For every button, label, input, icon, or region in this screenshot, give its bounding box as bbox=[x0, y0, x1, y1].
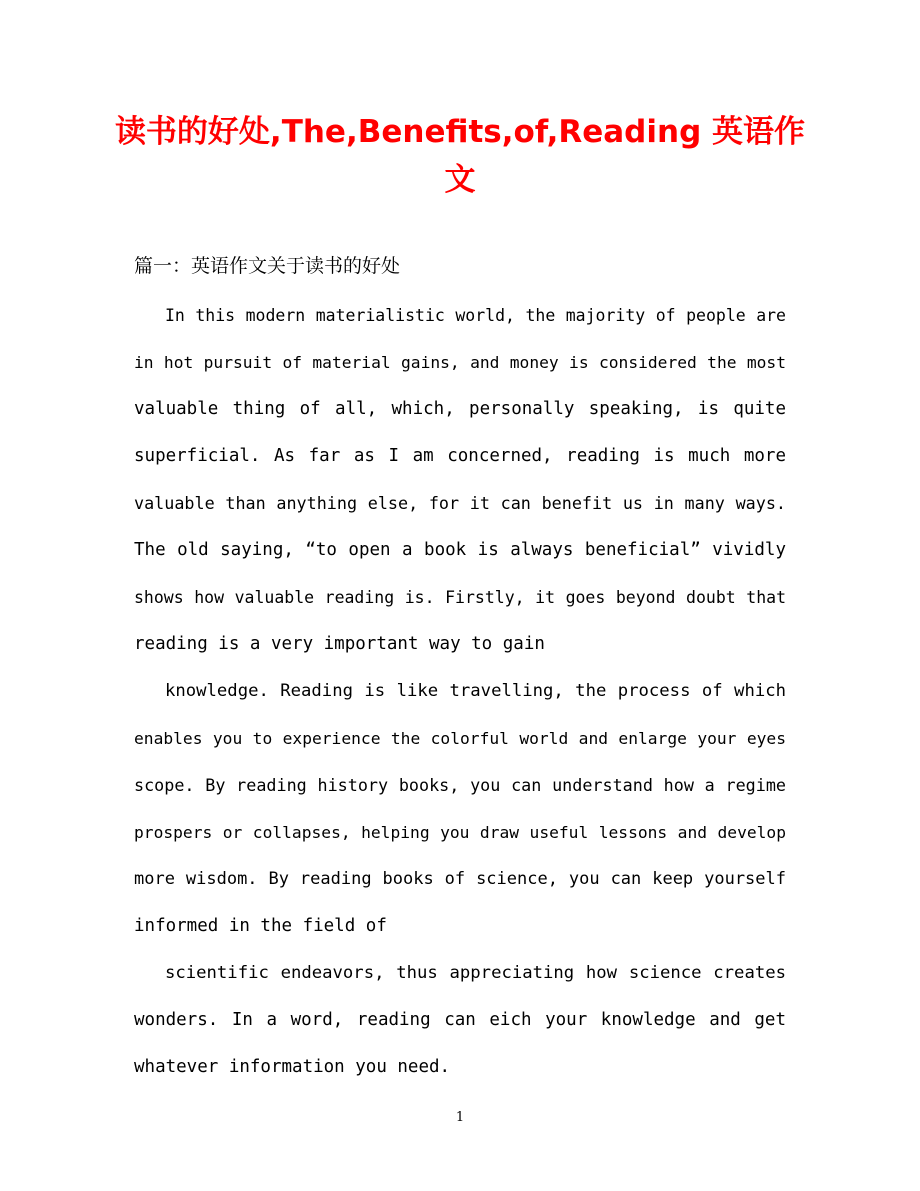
text-line: wonders. In a word, reading can eich your knowledge and get bbox=[134, 1010, 786, 1030]
text-line: more wisdom. By reading books of science, you can keep yourself bbox=[134, 869, 786, 889]
text-line: superficial. As far as I am concerned, reading is much more bbox=[134, 446, 786, 466]
text-line: reading is a very important way to gain bbox=[134, 634, 545, 654]
page-number: 1 bbox=[455, 1110, 465, 1125]
text-line: valuable than anything else, for it can benefit us in many ways. bbox=[134, 493, 786, 513]
text-line: knowledge. Reading is like travelling, the process of which bbox=[165, 681, 786, 701]
text-line: The old saying, “to open a book is always beneficial” vividly bbox=[134, 540, 786, 560]
section-heading: 篇一：英语作文关于读书的好处 bbox=[134, 255, 401, 277]
text-line: enables you to experience the colorful world and enlarge your eyes bbox=[134, 729, 786, 748]
text-line: scope. By reading history books, you can understand how a regime bbox=[134, 775, 786, 795]
body-text bbox=[134, 292, 786, 1091]
text-line: In this modern materialistic world, the majority of people are bbox=[165, 306, 786, 325]
document-title: 读书的好处,The,Benefits,of,Reading 英语作文 bbox=[114, 114, 806, 198]
text-line: in hot pursuit of material gains, and money is considered the most bbox=[134, 353, 786, 372]
text-line: valuable thing of all, which, personally speaking, is quite bbox=[134, 399, 786, 419]
text-line: prospers or collapses, helping you draw useful lessons and develop bbox=[134, 823, 786, 842]
text-line: shows how valuable reading is. Firstly, it goes beyond doubt that bbox=[134, 588, 786, 607]
text-line: informed in the field of bbox=[134, 916, 387, 936]
text-line: scientific endeavors, thus appreciating how science creates bbox=[165, 963, 786, 983]
text-line: whatever information you need. bbox=[134, 1057, 451, 1077]
